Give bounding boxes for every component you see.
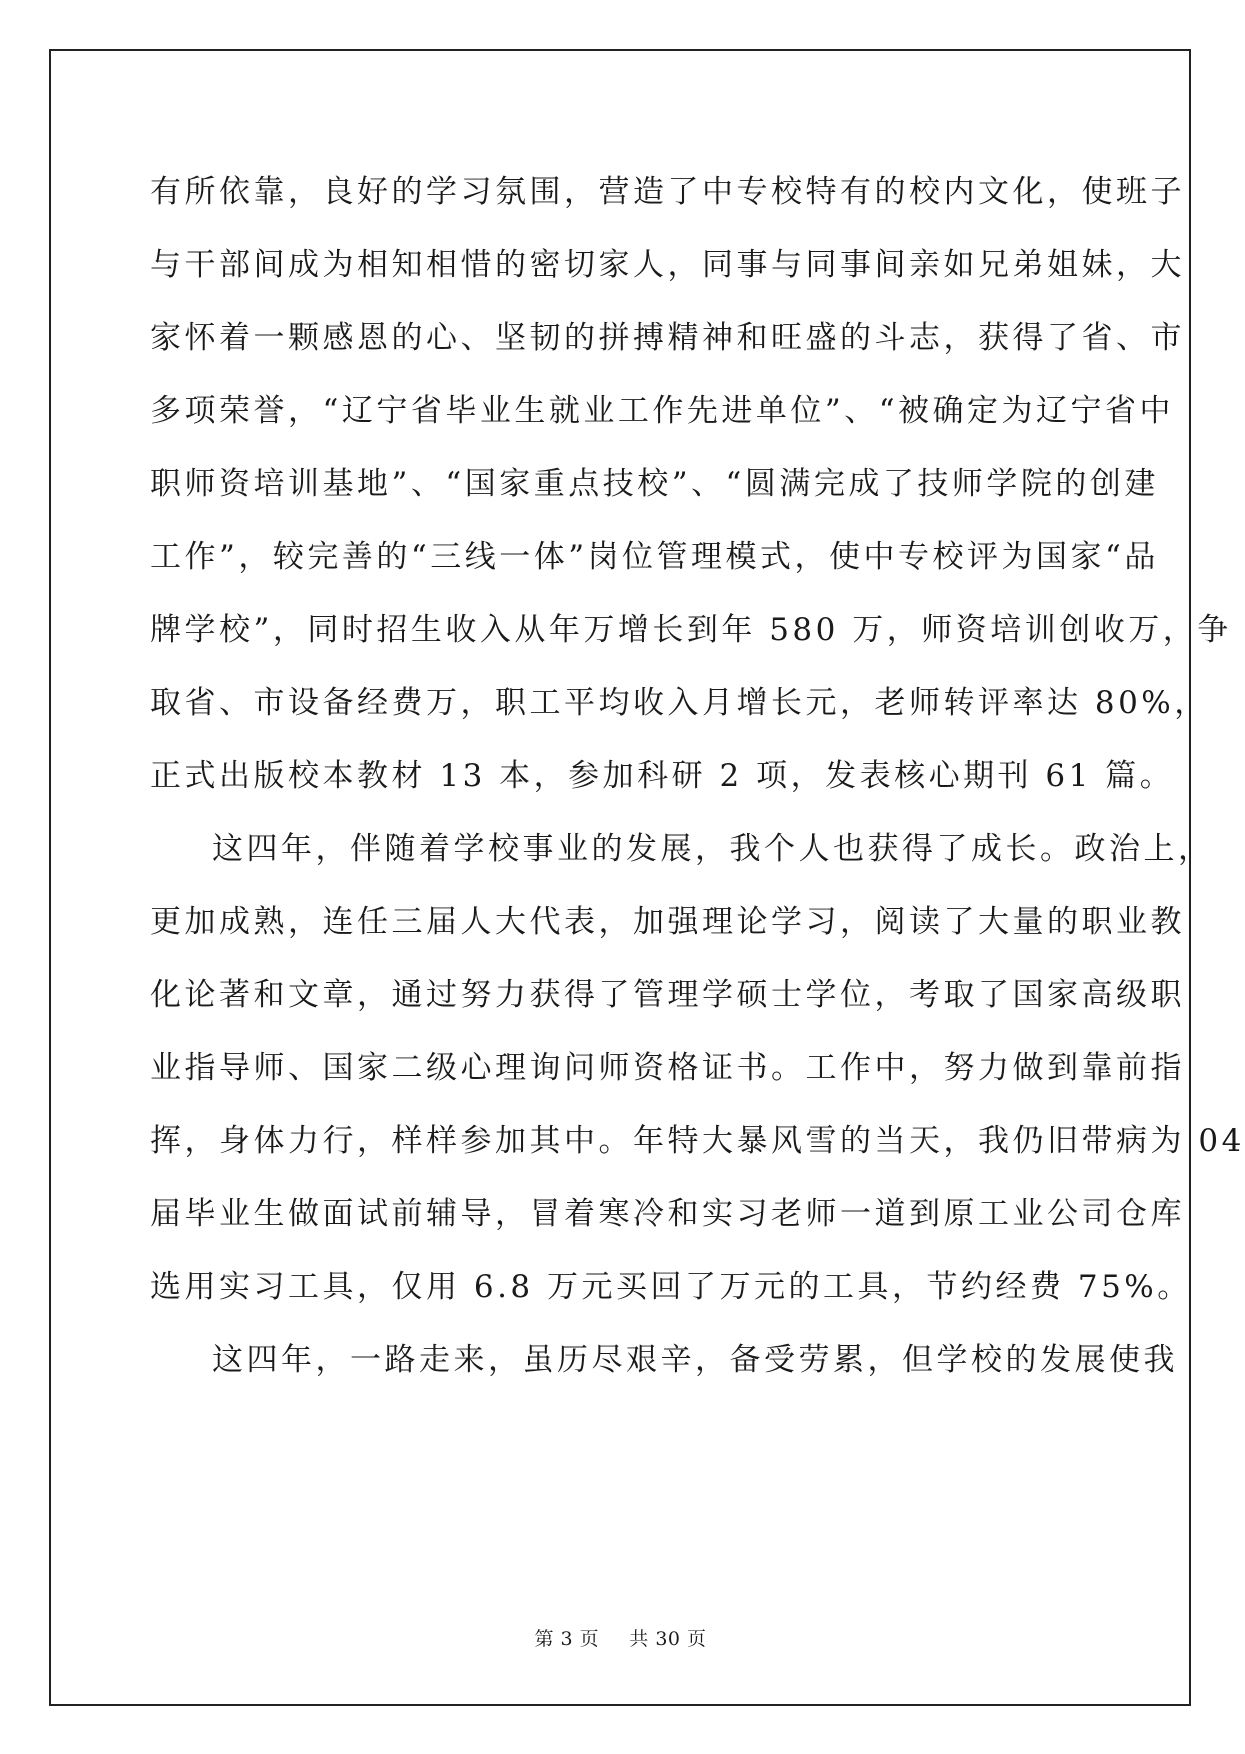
text-line: 正式出版校本教材 13 本，参加科研 2 项，发表核心期刊 61 篇。 (150, 758, 1175, 794)
page-number: 第 3 页 (534, 1628, 600, 1650)
paragraph-start-line: 这四年，一路走来，虽历尽艰辛，备受劳累，但学校的发展使我 (212, 1342, 1178, 1378)
page-footer (0, 1624, 1241, 1651)
text-line: 有所依靠，良好的学习氛围，营造了中专校特有的校内文化，使班子 (150, 174, 1185, 210)
paragraph-start-line: 这四年，伴随着学校事业的发展，我个人也获得了成长。政治上， (212, 831, 1213, 867)
text-line: 牌学校”，同时招生收入从年万增长到年 580 万，师资培训创收万，争 (150, 612, 1232, 648)
document-body (150, 156, 1245, 1397)
text-line: 化论著和文章，通过努力获得了管理学硕士学位，考取了国家高级职 (150, 977, 1185, 1013)
text-line: 选用实习工具，仅用 6.8 万元买回了万元的工具，节约经费 75%。 (150, 1269, 1192, 1305)
page-total: 共 30 页 (629, 1628, 707, 1650)
text-line: 职师资培训基地”、“国家重点技校”、“圆满完成了技师学院的创建 (150, 466, 1159, 502)
text-line: 届毕业生做面试前辅导，冒着寒冷和实习老师一道到原工业公司仓库 (150, 1196, 1185, 1232)
text-line: 与干部间成为相知相惜的密切家人，同事与同事间亲如兄弟姐妹，大 (150, 247, 1185, 283)
text-line: 家怀着一颗感恩的心、坚韧的拼搏精神和旺盛的斗志，获得了省、市 (150, 320, 1185, 356)
text-line: 取省、市设备经费万，职工平均收入月增长元，老师转评率达 80%， (150, 685, 1209, 721)
text-line: 挥，身体力行，样样参加其中。年特大暴风雪的当天，我仍旧带病为 04 (150, 1123, 1245, 1159)
text-line: 业指导师、国家二级心理询问师资格证书。工作中，努力做到靠前指 (150, 1050, 1185, 1086)
text-line: 工作”，较完善的“三线一体”岗位管理模式，使中专校评为国家“品 (150, 539, 1159, 575)
text-line: 多项荣誉，“辽宁省毕业生就业工作先进单位”、“被确定为辽宁省中 (150, 393, 1175, 429)
text-line: 更加成熟，连任三届人大代表，加强理论学习，阅读了大量的职业教 (150, 904, 1185, 940)
